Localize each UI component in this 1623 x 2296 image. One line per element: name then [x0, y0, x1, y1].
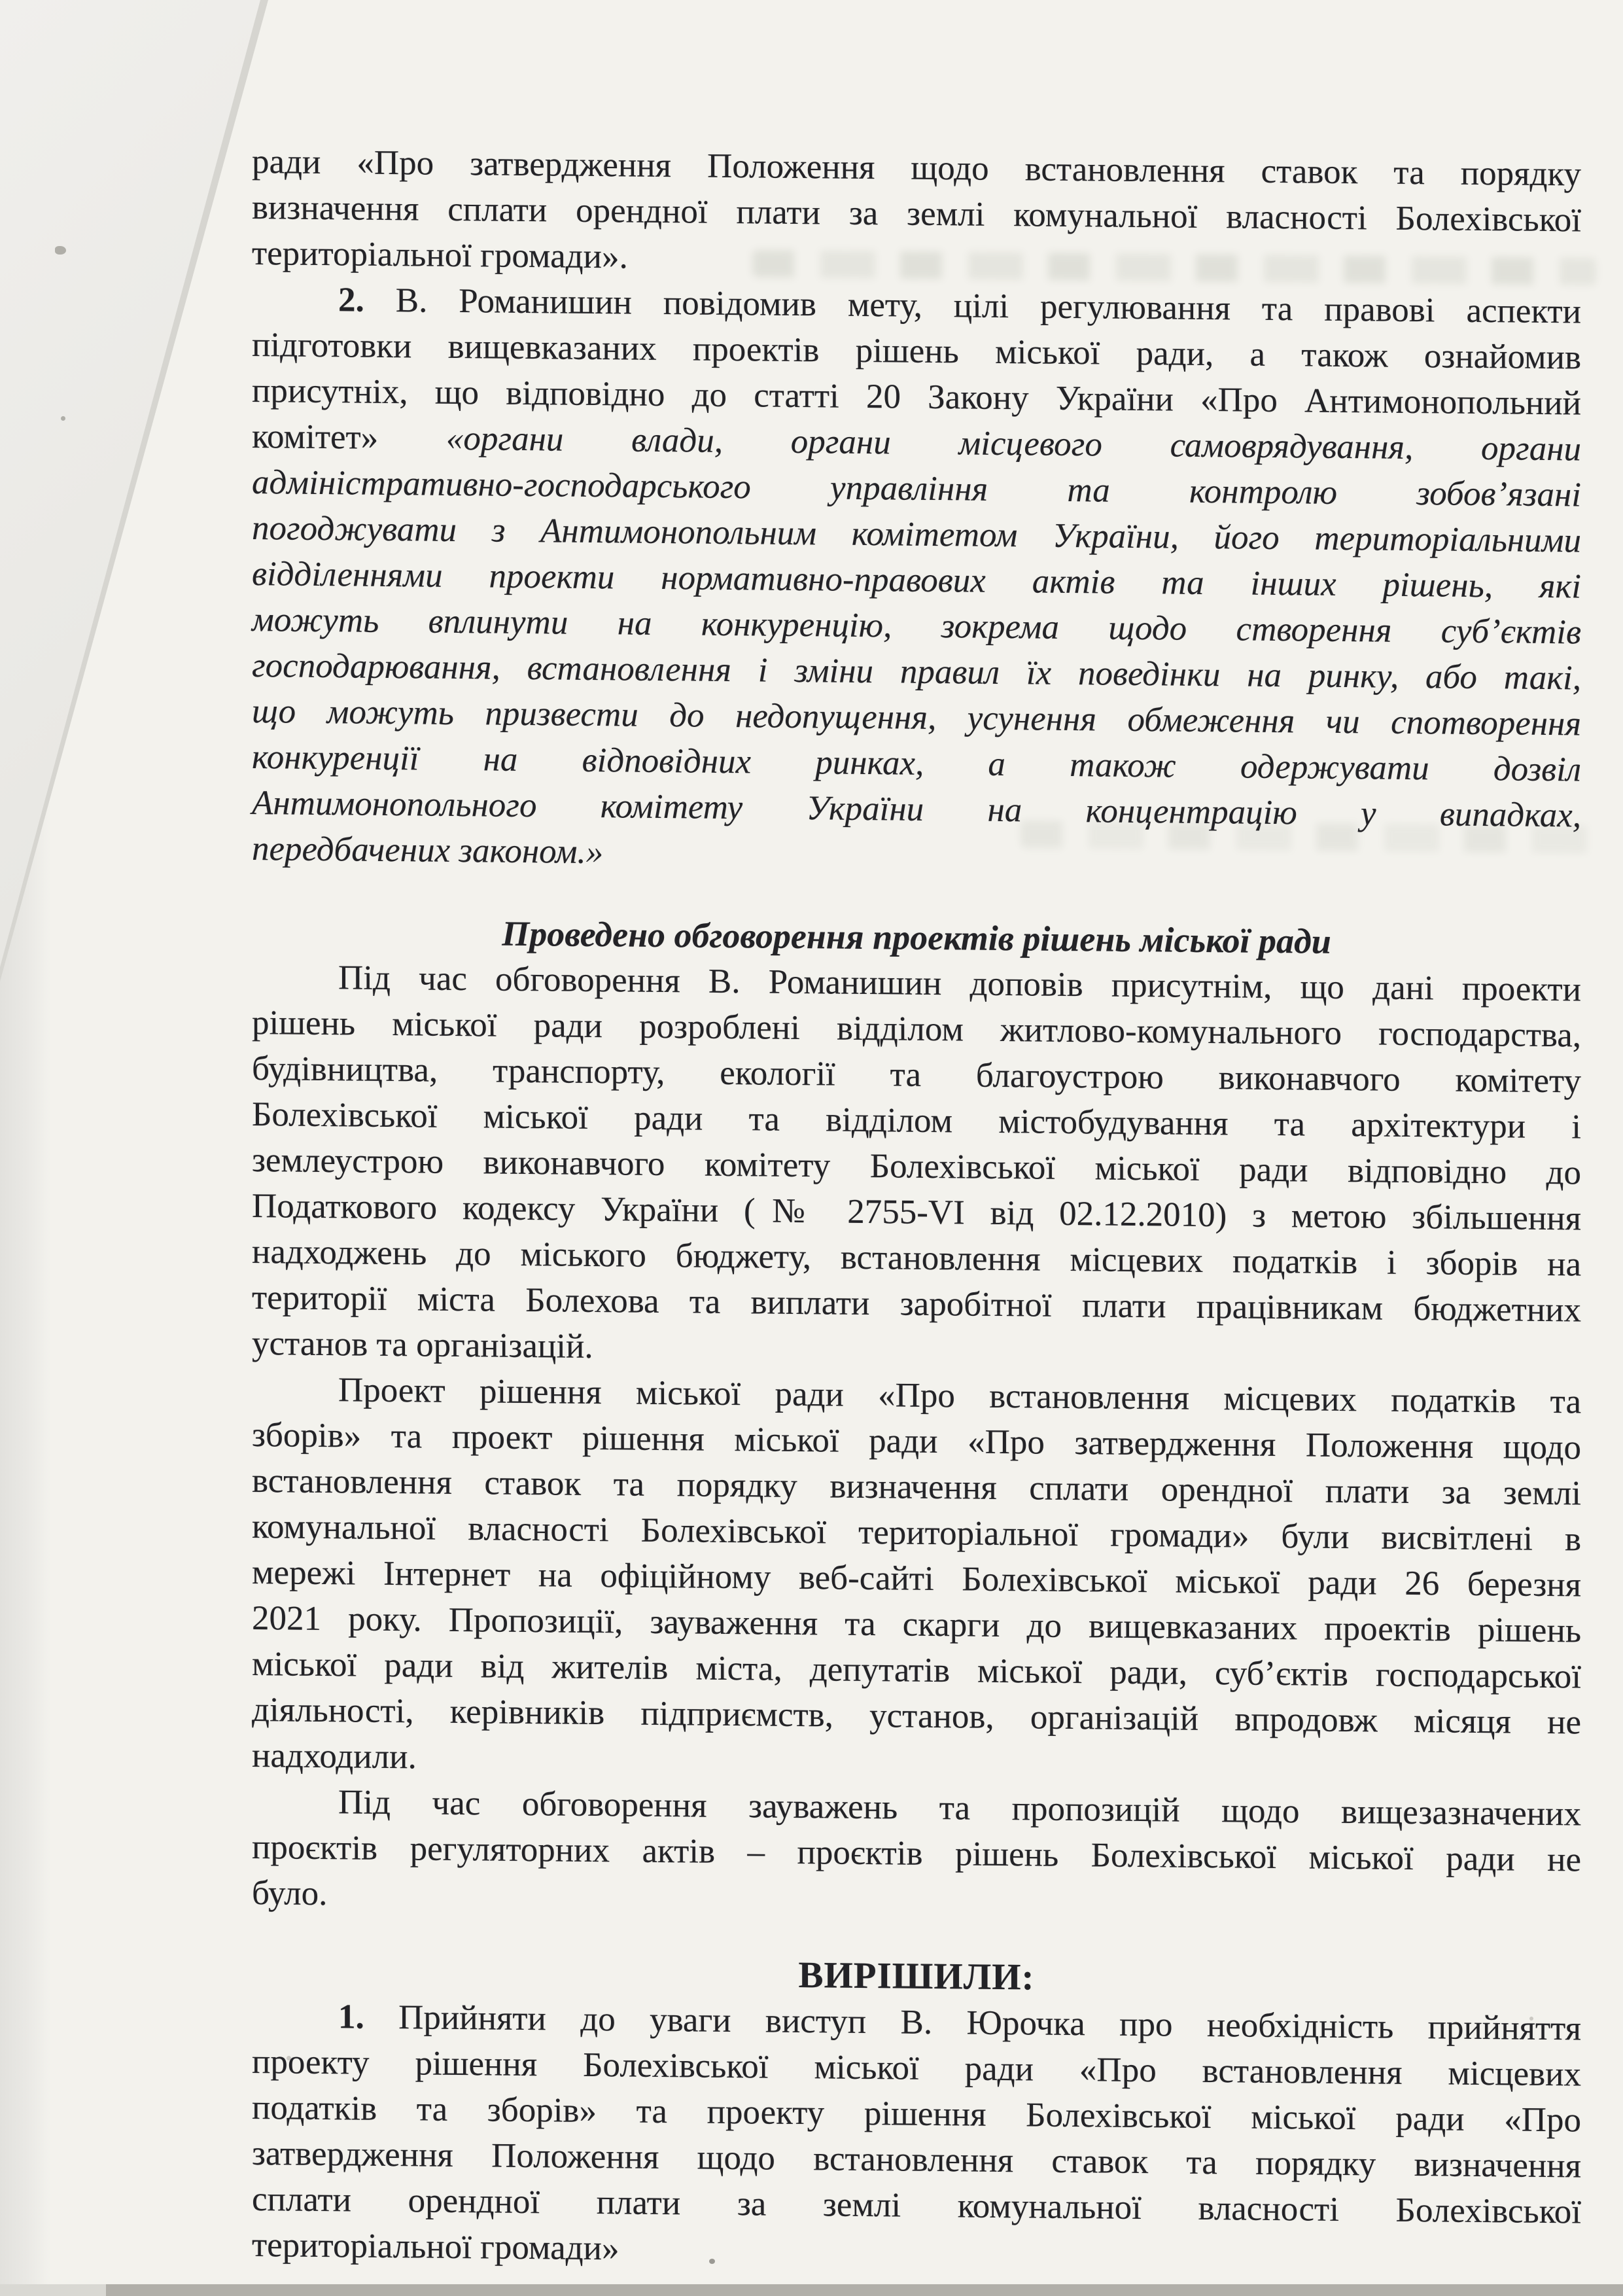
body-text: проекту рішення Болехівської міської ради «Про встановлення місцевих — [252, 2043, 1581, 2094]
body-text: Податкового кодексу України (№ 2755-VI від 02.12.2010) з метою збільшення — [252, 1187, 1581, 1238]
quoted-law-text: відділеннями проекти нормативно-правових актів та інших рішень, які — [252, 555, 1581, 606]
paragraph-decision-1 — [252, 1993, 1581, 2281]
scanner-bottom-edge — [106, 2284, 1623, 2296]
body-text: Проект рішення міської ради «Про встановлення місцевих податків та — [338, 1371, 1581, 1421]
quoted-law-text: що можуть призвести до недопущення, усунення обмеження чи спотворення — [252, 692, 1581, 743]
paragraph-discussion-1 — [252, 954, 1581, 1379]
body-text: підготовки вищевказаних проектів рішень міської ради, а також ознайомив — [252, 326, 1581, 377]
scan-speck — [55, 246, 66, 255]
body-text: рішень міської ради розроблені відділом житлово-комунального господарства, — [252, 1004, 1581, 1055]
body-text: Під час обговорення В. Романишин доповів присутнім, що дані проекти — [338, 959, 1581, 1009]
quoted-law-text: господарювання, встановлення і зміни правил їх поведінки на ринку, або такі, — [252, 646, 1581, 698]
body-text: 1. — [338, 1998, 399, 2037]
body-text: будівництва, транспорту, екології та благоустрою виконавчого комітету — [252, 1050, 1581, 1101]
body-text: надходили. — [252, 1737, 417, 1776]
discussion-heading: Проведено обговорення проектів рішень міської ради — [502, 913, 1331, 961]
body-text: комітет» — [252, 417, 446, 457]
text-block — [252, 139, 1581, 2281]
body-text: надходжень до міського бюджету, встановлення місцевих податків і зборів на — [252, 1233, 1581, 1284]
body-text: мережі Інтернет на офіційному веб-сайті Болехівської міської ради 26 березня — [252, 1553, 1581, 1604]
paragraph-discussion-2 — [252, 1366, 1581, 1792]
body-text: присутніх, що відповідно до статті 20 Закону України «Про Антимонопольний — [252, 372, 1581, 423]
body-text: Болехівської міської ради та відділом містобудування та архітектури і — [252, 1095, 1581, 1146]
quoted-law-text: Антимонопольного комітету України на концентрацію у випадках, — [252, 784, 1581, 835]
body-text: 2021 року. Пропозиції, зауваження та скарги до вищевказаних проектів рішень — [252, 1599, 1581, 1650]
body-text: В. Романишин повідомив мету, цілі регулювання та правові аспекти — [395, 281, 1582, 331]
body-text: затвердження Положення щодо встановлення ставок та порядку визначення — [252, 2134, 1581, 2185]
body-text: комунальної власності Болехівської територіальної громади» були висвітлені в — [252, 1508, 1581, 1559]
body-text: ради «Про затвердження Положення щодо встановлення ставок та порядку — [252, 143, 1581, 194]
body-text: визначення сплати орендної плати за землі комунальної власності Болехівської — [252, 188, 1581, 239]
body-text: Під час обговорення зауважень та пропозицій щодо вищезазначених — [338, 1783, 1581, 1833]
body-text: сплати орендної плати за землі комунальної власності Болехівської — [252, 2180, 1581, 2231]
body-text: зборів» та проект рішення міської ради «Про затвердження Положення щодо — [252, 1416, 1581, 1467]
body-text: 2. — [338, 281, 396, 320]
body-text: землеустрою виконавчого комітету Болехівської міської ради відповідно до — [252, 1141, 1581, 1192]
body-text: податків та зборів» та проекту рішення Болехівської міської ради «Про — [252, 2089, 1581, 2140]
paragraph-discussion-3 — [252, 1778, 1581, 1929]
body-text: проєктів регуляторних актів – проєктів рішень Болехівської міської ради не — [252, 1828, 1581, 1879]
quoted-law-text: погоджувати з Антимонопольним комітетом України, його територіальними — [252, 509, 1581, 560]
quoted-law-text: адміністративно-господарського управління та контролю зобов’язані — [252, 463, 1581, 514]
paragraph-item-2 — [252, 276, 1581, 885]
body-text: було. — [252, 1874, 328, 1913]
decision-heading: ВИРІШИЛИ: — [798, 1954, 1035, 1998]
quoted-law-text: конкуренції на відповідних ринках, а також одержувати дозвіл — [252, 738, 1581, 789]
scanner-bottom-edge — [0, 2284, 106, 2296]
quoted-law-text: «органи влади, органи місцевого самоврядування, органи — [445, 419, 1581, 468]
body-text: території міста Болехова та виплати заробітної плати працівникам бюджетних — [252, 1279, 1581, 1330]
body-text: діяльності, керівників підприємств, установ, організацій впродовж місяця не — [252, 1691, 1581, 1742]
body-text: територіальної громади» — [252, 2226, 620, 2268]
body-text: територіальної громади». — [252, 234, 628, 276]
quoted-law-text: передбачених законом.» — [252, 830, 604, 872]
scan-speck — [61, 416, 65, 421]
quoted-law-text: можуть вплинути на конкуренцію, зокрема щодо створення суб’єктів — [252, 601, 1581, 652]
body-text: установ та організацій. — [252, 1324, 593, 1366]
body-text: Прийняти до уваги виступ В. Юрочка про необхідність прийняття — [398, 1998, 1582, 2048]
paragraph-continuation — [252, 139, 1581, 289]
body-text: міської ради від жителів міста, депутатів міської ради, суб’єктів господарської — [252, 1645, 1581, 1696]
body-text: встановлення ставок та порядку визначення сплати орендної плати за землі — [252, 1462, 1581, 1513]
